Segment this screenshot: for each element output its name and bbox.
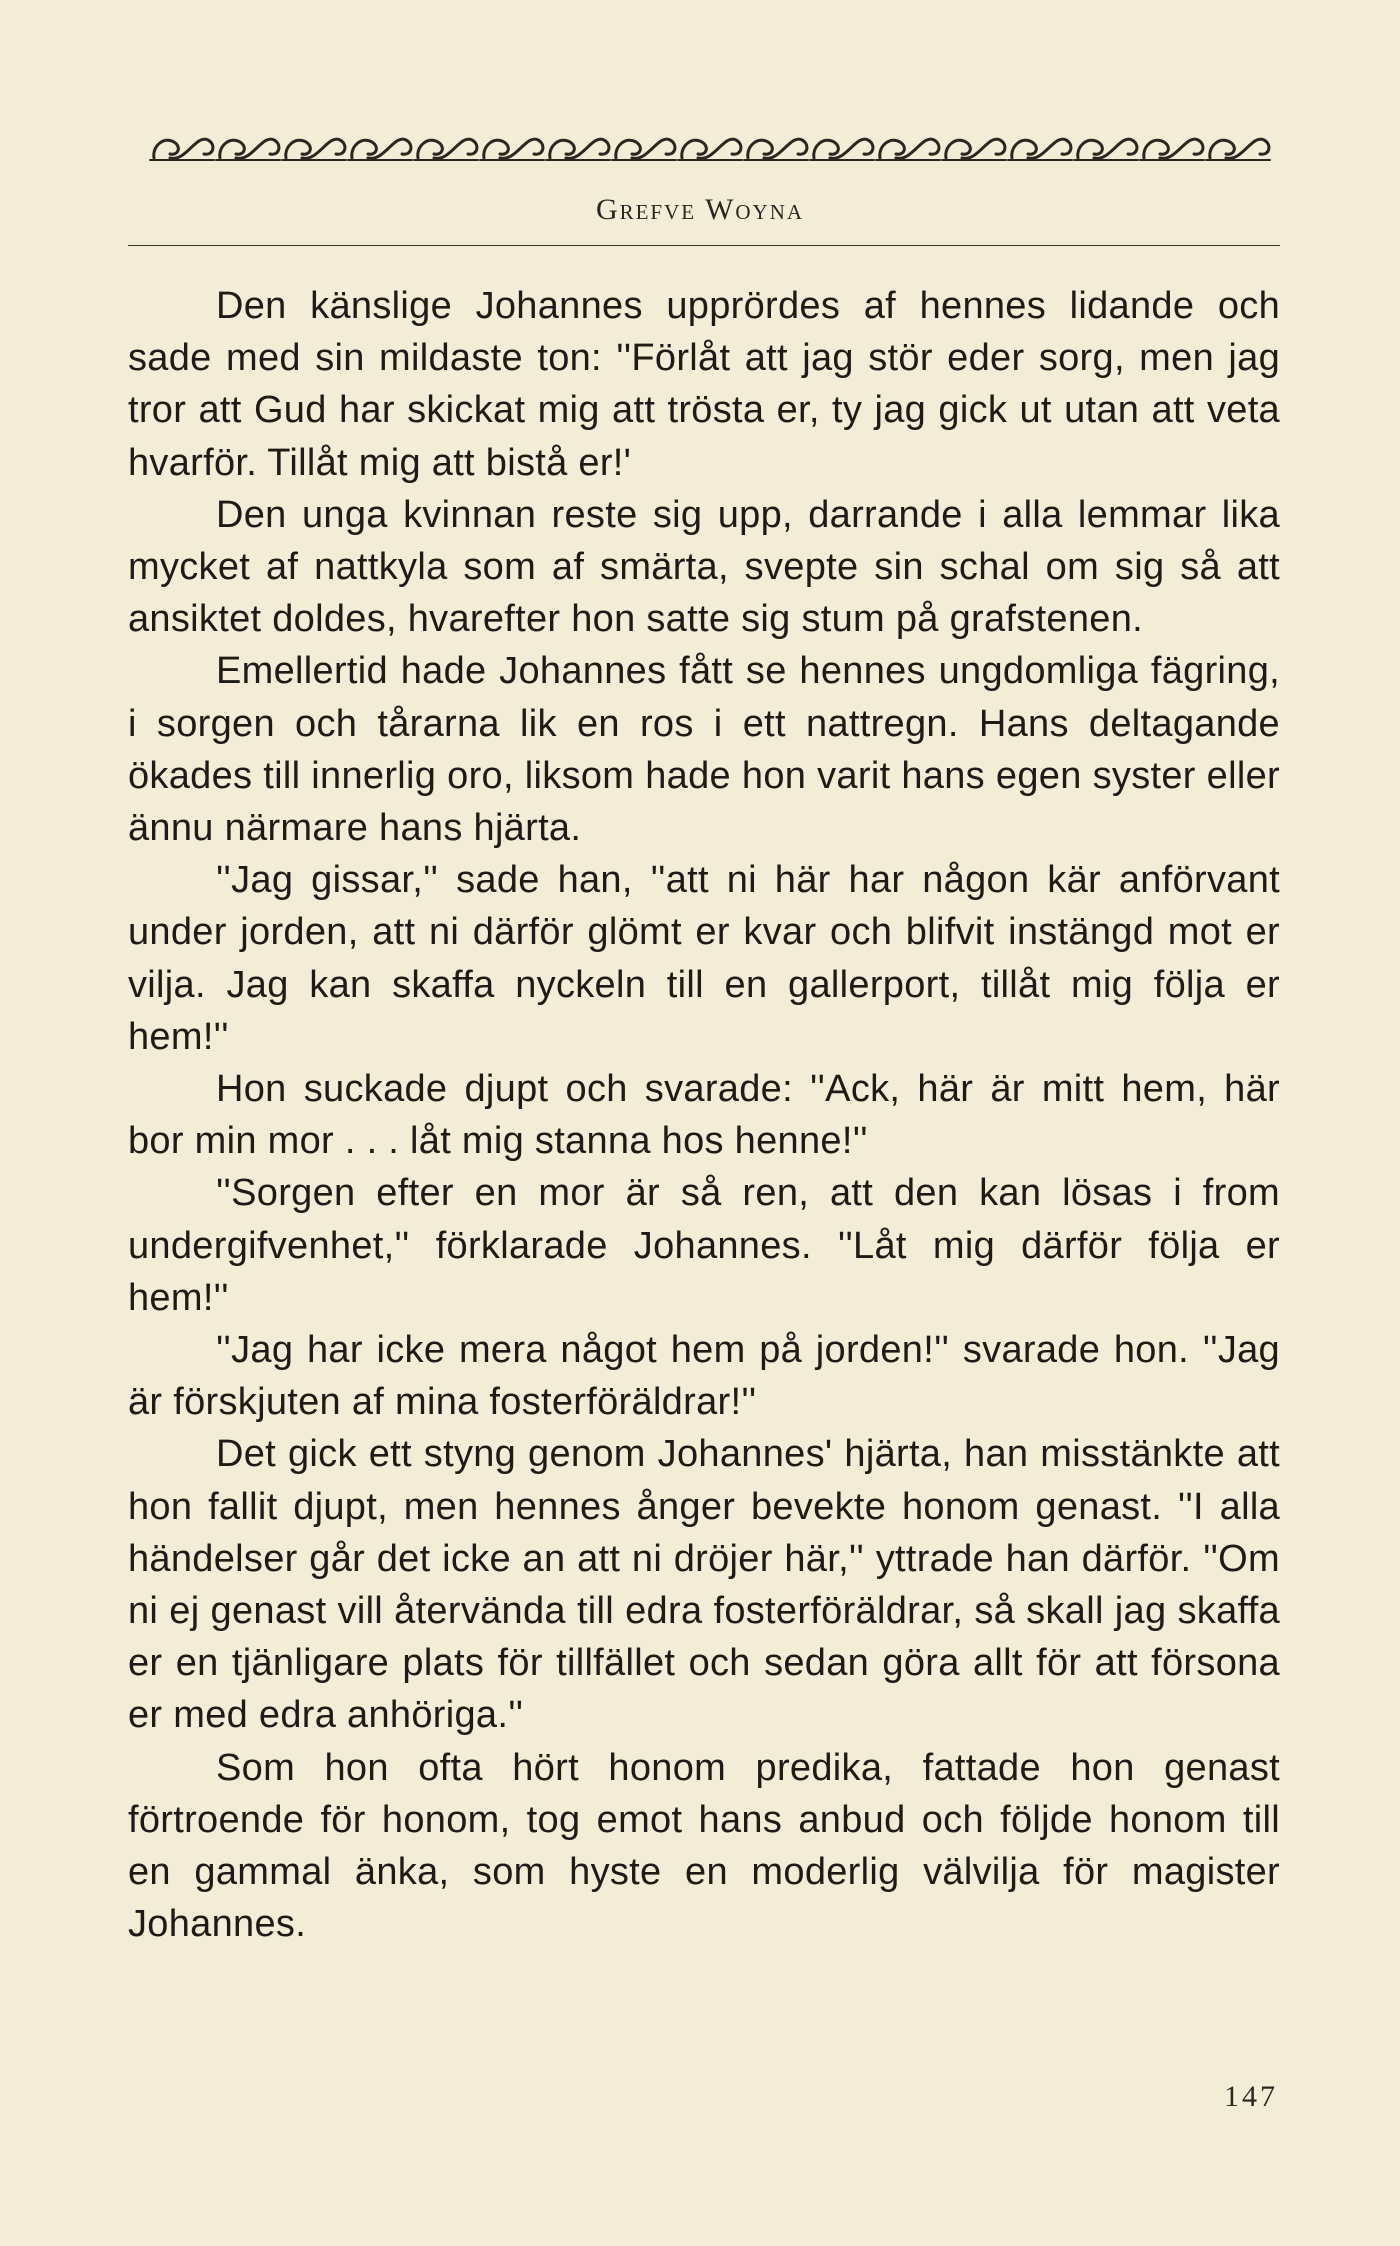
paragraph: ''Jag har icke mera något hem på jorden!'' svarade hon. ''Jag är förskjuten af mina fosterföräldrar!'' — [128, 1329, 1280, 1424]
body-text — [128, 280, 1280, 1951]
paragraph: Som hon ofta hört honom predika, fattade hon genast förtroende för honom, tog emot hans anbud och följde honom till en gammal änka, som hyste en moderlig välvilja för magister Johannes. — [128, 1746, 1280, 1946]
paragraph: ''Jag gissar,'' sade han, ''att ni här har någon kär anförvant under jorden, att ni därför glömt er kvar och blifvit instängd mot er vilja. Jag kan skaffa nyckeln till en gallerport, tillåt mig följa er hem!'' — [128, 859, 1280, 1058]
paragraph: Den känslige Johannes upprördes af hennes lidande och sade med sin mildaste ton: ''Förlåt att jag stör eder sorg, men jag tror att Gud har skickat mig att trösta er, ty jag gick ut utan att veta hvarför. Tillåt mig att bistå er!' — [128, 285, 1280, 484]
running-title: Grefve Woyna — [595, 193, 805, 226]
paragraph: ''Sorgen efter en mor är så ren, att den kan lösas i from undergifvenhet,'' förklarade Johannes. ''Låt mig därför följa er hem!'' — [128, 1172, 1280, 1319]
decorative-header-ornament — [148, 128, 1280, 168]
wave-scroll-icon — [148, 128, 1280, 168]
paragraph: Hon suckade djupt och svarade: ''Ack, här är mitt hem, här bor min mor . . . låt mig stanna hos henne!'' — [128, 1068, 1280, 1163]
header-rule — [128, 245, 1280, 246]
paragraph: Den unga kvinnan reste sig upp, darrande i alla lemmar lika mycket af nattkyla som af smärta, svepte sin schal om sig så att ansiktet doldes, hvarefter hon satte sig stum på grafstenen. — [128, 493, 1280, 641]
paragraph: Det gick ett styng genom Johannes' hjärta, han misstänkte att hon fallit djupt, men hennes ånger bevekte honom genast. ''I alla händelser går det icke an att ni dröjer här,'' yttrade han därför. ''Om ni ej genast vill återvända till edra fosterföräldrar, så skall jag skaffa er en tjänligare plats för tillfället och sedan göra allt för att försona er med edra anhöriga.'' — [128, 1433, 1280, 1737]
page-number: 147 — [1224, 2080, 1278, 2113]
paragraph: Emellertid hade Johannes fått se hennes ungdomliga fägring, i sorgen och tårarna lik en ros i ett nattregn. Hans deltagande ökades till innerlig oro, liksom hade hon varit hans egen syster eller ännu närmare hans hjärta. — [128, 650, 1280, 850]
